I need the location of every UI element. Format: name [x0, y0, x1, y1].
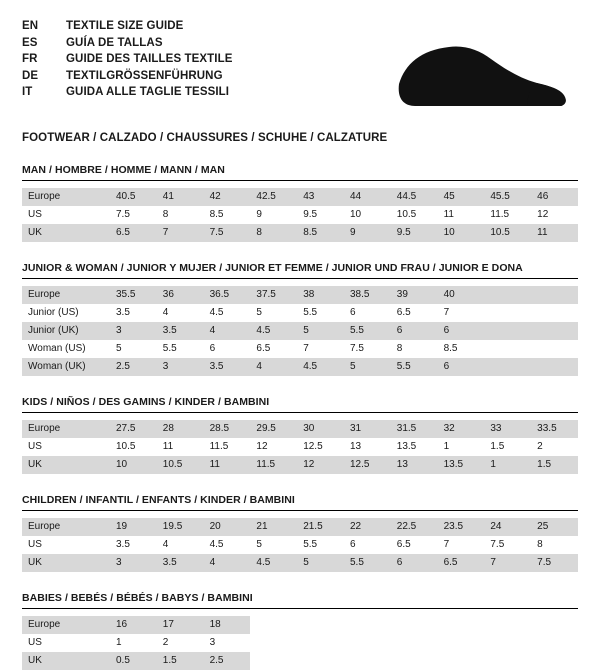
language-title: GUÍA DE TALLAS — [66, 36, 163, 49]
size-cell: 7 — [438, 536, 485, 554]
row-label: UK — [22, 224, 110, 242]
row-label: US — [22, 206, 110, 224]
empty-cell — [484, 286, 531, 304]
empty-cell — [531, 286, 578, 304]
size-group-title: MAN / HOMBRE / HOMME / MANN / MAN — [22, 164, 578, 181]
size-cell: 3.5 — [110, 304, 157, 322]
size-cell: 1 — [484, 456, 531, 474]
size-cell: 28.5 — [204, 420, 251, 438]
size-cell: 7 — [297, 340, 344, 358]
empty-cell — [531, 322, 578, 340]
empty-cell — [484, 304, 531, 322]
size-cell: 36 — [157, 286, 204, 304]
size-cell: 31 — [344, 420, 391, 438]
size-cell: 0.5 — [110, 652, 157, 670]
size-cell: 5 — [250, 536, 297, 554]
row-label: Woman (US) — [22, 340, 110, 358]
table-row — [22, 224, 578, 242]
size-cell: 33.5 — [531, 420, 578, 438]
size-cell: 9.5 — [297, 206, 344, 224]
size-cell: 3 — [204, 634, 251, 652]
size-cell: 1 — [438, 438, 485, 456]
empty-cell — [344, 616, 391, 634]
size-cell: 10.5 — [110, 438, 157, 456]
size-cell: 42 — [204, 188, 251, 206]
size-cell: 40 — [438, 286, 485, 304]
size-group — [22, 494, 578, 572]
size-cell: 8 — [391, 340, 438, 358]
size-group — [22, 164, 578, 242]
empty-cell — [531, 304, 578, 322]
size-cell: 6 — [438, 322, 485, 340]
empty-cell — [484, 652, 531, 670]
size-cell: 5 — [297, 322, 344, 340]
size-cell: 21.5 — [297, 518, 344, 536]
size-table — [22, 420, 578, 474]
empty-cell — [531, 616, 578, 634]
size-cell: 11 — [438, 206, 485, 224]
spacer — [22, 181, 578, 188]
empty-cell — [531, 358, 578, 376]
empty-cell — [297, 634, 344, 652]
size-cell: 4.5 — [250, 554, 297, 572]
row-label: Junior (UK) — [22, 322, 110, 340]
size-cell: 4.5 — [250, 322, 297, 340]
size-cell: 44 — [344, 188, 391, 206]
size-cell: 18 — [204, 616, 251, 634]
size-cell: 7.5 — [344, 340, 391, 358]
language-code: EN — [22, 20, 39, 32]
size-cell: 3.5 — [204, 358, 251, 376]
size-cell: 11.5 — [204, 438, 251, 456]
size-cell: 4 — [250, 358, 297, 376]
size-cell: 13 — [344, 438, 391, 456]
size-cell: 12 — [250, 438, 297, 456]
table-row — [22, 420, 578, 438]
size-cell: 31.5 — [391, 420, 438, 438]
size-group — [22, 592, 578, 670]
size-cell: 42.5 — [250, 188, 297, 206]
row-label: Europe — [22, 518, 110, 536]
table-row — [22, 322, 578, 340]
size-cell: 45 — [438, 188, 485, 206]
size-cell: 24 — [484, 518, 531, 536]
size-cell: 2.5 — [110, 358, 157, 376]
language-code: FR — [22, 53, 38, 65]
table-row — [22, 554, 578, 572]
language-title-list — [22, 18, 233, 101]
size-cell: 10.5 — [157, 456, 204, 474]
size-cell: 1.5 — [484, 438, 531, 456]
spacer — [22, 609, 578, 616]
table-row — [22, 652, 578, 670]
row-label: Junior (US) — [22, 304, 110, 322]
size-cell: 33 — [484, 420, 531, 438]
size-cell: 6 — [344, 304, 391, 322]
size-cell: 4 — [157, 304, 204, 322]
size-cell: 3.5 — [110, 536, 157, 554]
language-row — [22, 84, 233, 101]
table-row — [22, 358, 578, 376]
size-cell: 9 — [250, 206, 297, 224]
empty-cell — [250, 616, 297, 634]
size-cell: 19 — [110, 518, 157, 536]
size-cell: 6 — [391, 554, 438, 572]
size-cell: 6.5 — [391, 304, 438, 322]
size-cell: 9.5 — [391, 224, 438, 242]
size-group-title: CHILDREN / INFANTIL / ENFANTS / KINDER / BAMBINI — [22, 494, 578, 511]
size-cell: 45.5 — [484, 188, 531, 206]
size-cell: 5 — [110, 340, 157, 358]
size-cell: 12.5 — [297, 438, 344, 456]
size-cell: 39 — [391, 286, 438, 304]
empty-cell — [297, 652, 344, 670]
table-row — [22, 456, 578, 474]
size-cell: 30 — [297, 420, 344, 438]
language-title: TEXTILE SIZE GUIDE — [66, 20, 184, 32]
language-title: GUIDE DES TAILLES TEXTILE — [66, 53, 233, 65]
size-cell: 5.5 — [297, 536, 344, 554]
size-cell: 5.5 — [157, 340, 204, 358]
size-cell: 4 — [204, 322, 251, 340]
size-cell: 46 — [531, 188, 578, 206]
size-cell: 7.5 — [484, 536, 531, 554]
size-cell: 7 — [157, 224, 204, 242]
empty-cell — [484, 340, 531, 358]
spacer — [22, 511, 578, 518]
size-cell: 10.5 — [484, 224, 531, 242]
size-cell: 13 — [391, 456, 438, 474]
language-code: IT — [22, 86, 33, 98]
language-row — [22, 35, 233, 52]
size-cell: 38.5 — [344, 286, 391, 304]
size-cell: 11.5 — [250, 456, 297, 474]
size-group-title: KIDS / NIÑOS / DES GAMINS / KINDER / BAMBINI — [22, 396, 578, 413]
size-cell: 16 — [110, 616, 157, 634]
size-cell: 29.5 — [250, 420, 297, 438]
size-cell: 6.5 — [391, 536, 438, 554]
size-cell: 1 — [110, 634, 157, 652]
language-title: TEXTILGRÖSSENFÜHRUNG — [66, 69, 223, 82]
size-cell: 5 — [297, 554, 344, 572]
empty-cell — [391, 634, 438, 652]
size-cell: 6.5 — [438, 554, 485, 572]
empty-cell — [531, 652, 578, 670]
size-cell: 5.5 — [391, 358, 438, 376]
row-label: Europe — [22, 286, 110, 304]
row-label: UK — [22, 554, 110, 572]
empty-cell — [250, 634, 297, 652]
size-cell: 6 — [344, 536, 391, 554]
row-label: Europe — [22, 188, 110, 206]
row-label: US — [22, 438, 110, 456]
table-row — [22, 536, 578, 554]
size-cell: 8.5 — [438, 340, 485, 358]
empty-cell — [484, 634, 531, 652]
empty-cell — [438, 616, 485, 634]
size-cell: 11 — [531, 224, 578, 242]
size-cell: 9 — [344, 224, 391, 242]
size-table — [22, 188, 578, 242]
size-cell: 8 — [531, 536, 578, 554]
row-label: UK — [22, 652, 110, 670]
size-cell: 4.5 — [297, 358, 344, 376]
row-label: Europe — [22, 616, 110, 634]
empty-cell — [391, 652, 438, 670]
table-row — [22, 634, 578, 652]
size-cell: 5 — [344, 358, 391, 376]
size-cell: 20 — [204, 518, 251, 536]
row-label: UK — [22, 456, 110, 474]
spacer — [22, 279, 578, 286]
table-row — [22, 518, 578, 536]
size-cell: 3 — [110, 322, 157, 340]
size-cell: 41 — [157, 188, 204, 206]
size-cell: 3.5 — [157, 554, 204, 572]
dress-shoe-icon — [387, 38, 572, 116]
size-cell: 1.5 — [157, 652, 204, 670]
size-cell: 2 — [531, 438, 578, 456]
size-cell: 6.5 — [110, 224, 157, 242]
size-cell: 44.5 — [391, 188, 438, 206]
size-cell: 35.5 — [110, 286, 157, 304]
size-cell: 8 — [157, 206, 204, 224]
size-cell: 27.5 — [110, 420, 157, 438]
size-table — [22, 286, 578, 376]
size-cell: 6 — [391, 322, 438, 340]
size-cell: 12.5 — [344, 456, 391, 474]
size-group — [22, 396, 578, 474]
empty-cell — [531, 340, 578, 358]
size-cell: 7.5 — [204, 224, 251, 242]
empty-cell — [438, 634, 485, 652]
size-cell: 7.5 — [110, 206, 157, 224]
empty-cell — [297, 616, 344, 634]
size-cell: 17 — [157, 616, 204, 634]
size-cell: 1.5 — [531, 456, 578, 474]
size-cell: 11 — [204, 456, 251, 474]
size-cell: 4 — [204, 554, 251, 572]
size-cell: 3.5 — [157, 322, 204, 340]
size-tables-container — [22, 164, 578, 670]
size-cell: 5.5 — [344, 322, 391, 340]
size-cell: 43 — [297, 188, 344, 206]
size-cell: 6 — [204, 340, 251, 358]
size-cell: 11.5 — [484, 206, 531, 224]
size-cell: 13.5 — [438, 456, 485, 474]
empty-cell — [484, 322, 531, 340]
size-cell: 7.5 — [531, 554, 578, 572]
empty-cell — [484, 616, 531, 634]
empty-cell — [344, 652, 391, 670]
size-cell: 38 — [297, 286, 344, 304]
table-row — [22, 340, 578, 358]
size-cell: 25 — [531, 518, 578, 536]
size-cell: 36.5 — [204, 286, 251, 304]
empty-cell — [484, 358, 531, 376]
size-cell: 7 — [438, 304, 485, 322]
size-cell: 7 — [484, 554, 531, 572]
empty-cell — [391, 616, 438, 634]
size-cell: 8.5 — [297, 224, 344, 242]
size-cell: 5 — [250, 304, 297, 322]
language-title: GUIDA ALLE TAGLIE TESSILI — [66, 86, 230, 98]
size-cell: 12 — [531, 206, 578, 224]
size-cell: 11 — [157, 438, 204, 456]
size-cell: 40.5 — [110, 188, 157, 206]
table-row — [22, 438, 578, 456]
empty-cell — [344, 634, 391, 652]
row-label: Woman (UK) — [22, 358, 110, 376]
size-cell: 5.5 — [297, 304, 344, 322]
table-row — [22, 206, 578, 224]
language-code: DE — [22, 69, 39, 82]
size-cell: 19.5 — [157, 518, 204, 536]
size-cell: 10 — [110, 456, 157, 474]
size-group-title: BABIES / BEBÉS / BÉBÉS / BABYS / BAMBINI — [22, 592, 578, 609]
size-group-title: JUNIOR & WOMAN / JUNIOR Y MUJER / JUNIOR ET FEMME / JUNIOR UND FRAU / JUNIOR E DONA — [22, 262, 578, 279]
size-cell: 21 — [250, 518, 297, 536]
row-label: Europe — [22, 420, 110, 438]
size-table — [22, 518, 578, 572]
size-cell: 22 — [344, 518, 391, 536]
size-cell: 12 — [297, 456, 344, 474]
size-cell: 10 — [344, 206, 391, 224]
language-row — [22, 18, 233, 35]
size-cell: 23.5 — [438, 518, 485, 536]
size-table — [22, 616, 578, 670]
empty-cell — [531, 634, 578, 652]
size-cell: 8.5 — [204, 206, 251, 224]
row-label: US — [22, 634, 110, 652]
size-cell: 10 — [438, 224, 485, 242]
size-cell: 4 — [157, 536, 204, 554]
language-code: ES — [22, 36, 38, 49]
empty-cell — [250, 652, 297, 670]
size-cell: 10.5 — [391, 206, 438, 224]
spacer — [22, 413, 578, 420]
size-cell: 3 — [157, 358, 204, 376]
table-row — [22, 188, 578, 206]
footwear-section-title: FOOTWEAR / CALZADO / CHAUSSURES / SCHUHE / CALZATURE — [22, 132, 388, 144]
size-cell: 4.5 — [204, 536, 251, 554]
size-cell: 22.5 — [391, 518, 438, 536]
language-row — [22, 51, 233, 68]
size-cell: 2 — [157, 634, 204, 652]
size-cell: 32 — [438, 420, 485, 438]
size-cell: 13.5 — [391, 438, 438, 456]
size-cell: 6.5 — [250, 340, 297, 358]
size-cell: 28 — [157, 420, 204, 438]
language-row — [22, 68, 233, 85]
size-cell: 8 — [250, 224, 297, 242]
size-cell: 6 — [438, 358, 485, 376]
row-label: US — [22, 536, 110, 554]
empty-cell — [438, 652, 485, 670]
size-cell: 2.5 — [204, 652, 251, 670]
size-cell: 3 — [110, 554, 157, 572]
table-row — [22, 304, 578, 322]
size-cell: 37.5 — [250, 286, 297, 304]
table-row — [22, 286, 578, 304]
table-row — [22, 616, 578, 634]
size-group — [22, 262, 578, 376]
size-cell: 4.5 — [204, 304, 251, 322]
document-header — [22, 18, 578, 116]
size-cell: 5.5 — [344, 554, 391, 572]
